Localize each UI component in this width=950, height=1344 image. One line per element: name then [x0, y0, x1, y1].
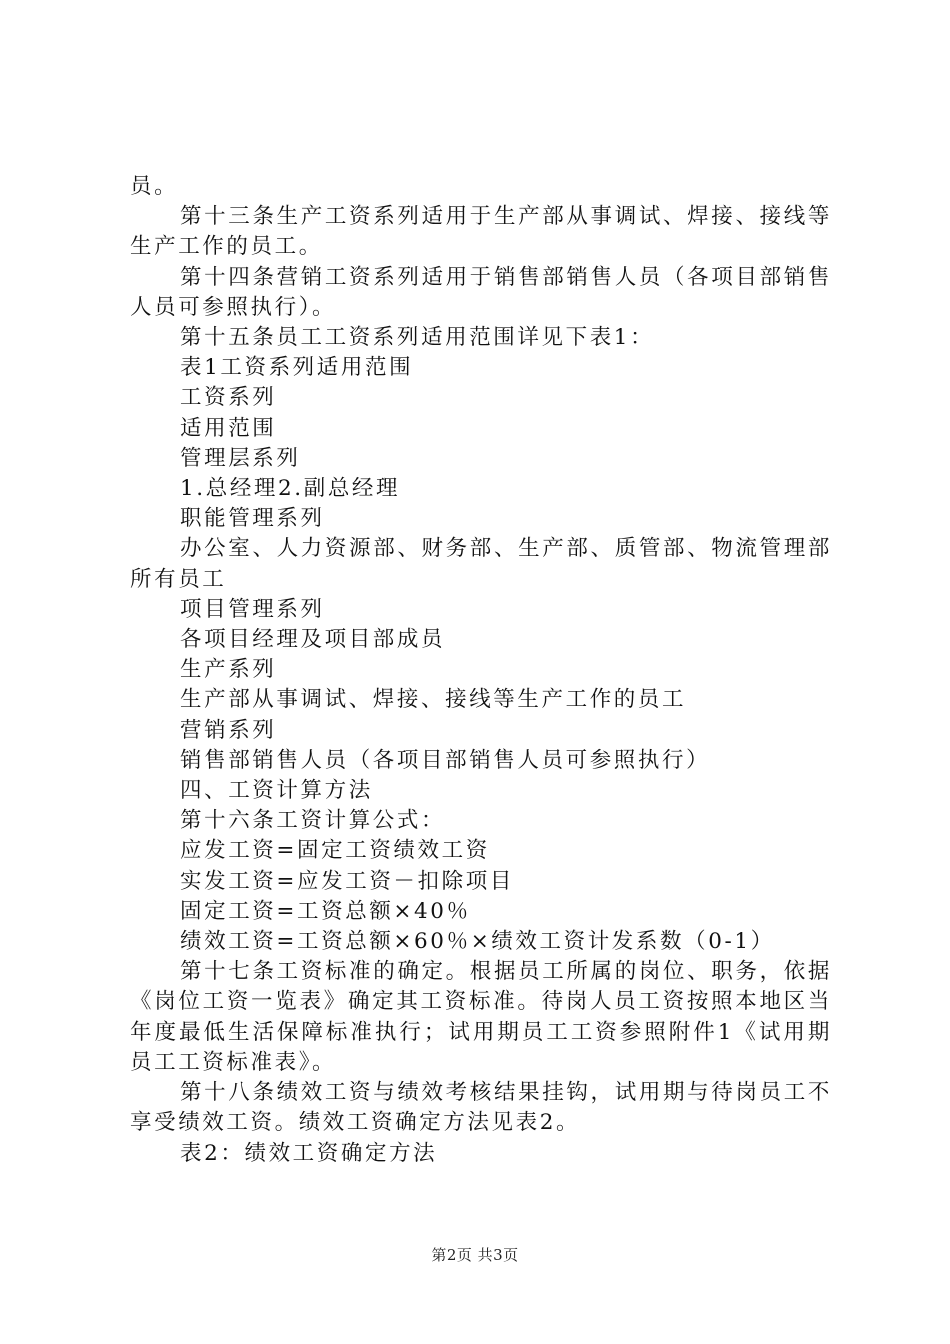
page-footer: 第2页 共3页	[431, 1246, 519, 1264]
paragraph: 第十三条生产工资系列适用于生产部从事调试、焊接、接线等生产工作的员工。	[130, 204, 832, 260]
paragraph: 第十六条工资计算公式：	[180, 808, 446, 834]
paragraph: 营销系列	[180, 717, 277, 743]
paragraph: 职能管理系列	[180, 506, 325, 532]
paragraph: 绩效工资=工资总额×60％×绩效工资计发系数（0-1）	[180, 929, 775, 955]
paragraph: 办公室、人力资源部、财务部、生产部、质管部、物流管理部所有员工	[130, 536, 832, 592]
paragraph: 应发工资=固定工资绩效工资	[180, 838, 490, 864]
paragraph: 第十七条工资标准的确定。根据员工所属的岗位、职务，依据《岗位工资一览表》确定其工资标准。待岗人员工资按照本地区当年度最低生活保障标准执行；试用期员工工资参照附件1《试用期员工工资标准表》。	[130, 959, 832, 1075]
paragraph: 工资系列	[180, 385, 277, 411]
paragraph: 固定工资=工资总额×40％	[180, 898, 471, 924]
paragraph: 员。	[130, 174, 179, 199]
paragraph: 四、工资计算方法	[180, 778, 373, 804]
paragraph: 实发工资=应发工资－扣除项目	[180, 868, 514, 894]
paragraph: 项目管理系列	[180, 596, 325, 622]
paragraph: 第十八条绩效工资与绩效考核结果挂钩，试用期与待岗员工不享受绩效工资。绩效工资确定方法见表2。	[130, 1080, 832, 1136]
paragraph: 表1工资系列适用范围	[180, 355, 414, 381]
document-body	[130, 172, 832, 1169]
paragraph: 销售部销售人员（各项目部销售人员可参照执行）	[180, 747, 711, 773]
paragraph: 生产系列	[180, 657, 277, 683]
paragraph: 表2：绩效工资确定方法	[180, 1140, 438, 1166]
paragraph: 生产部从事调试、焊接、接线等生产工作的员工	[180, 687, 687, 713]
paragraph: 第十五条员工工资系列适用范围详见下表1：	[180, 325, 655, 351]
paragraph: 管理层系列	[180, 445, 301, 471]
paragraph: 1.总经理2.副总经理	[180, 476, 401, 502]
paragraph: 适用范围	[180, 415, 277, 441]
paragraph: 第十四条营销工资系列适用于销售部销售人员（各项目部销售人员可参照执行）。	[130, 264, 832, 320]
paragraph: 各项目经理及项目部成员	[180, 627, 446, 653]
